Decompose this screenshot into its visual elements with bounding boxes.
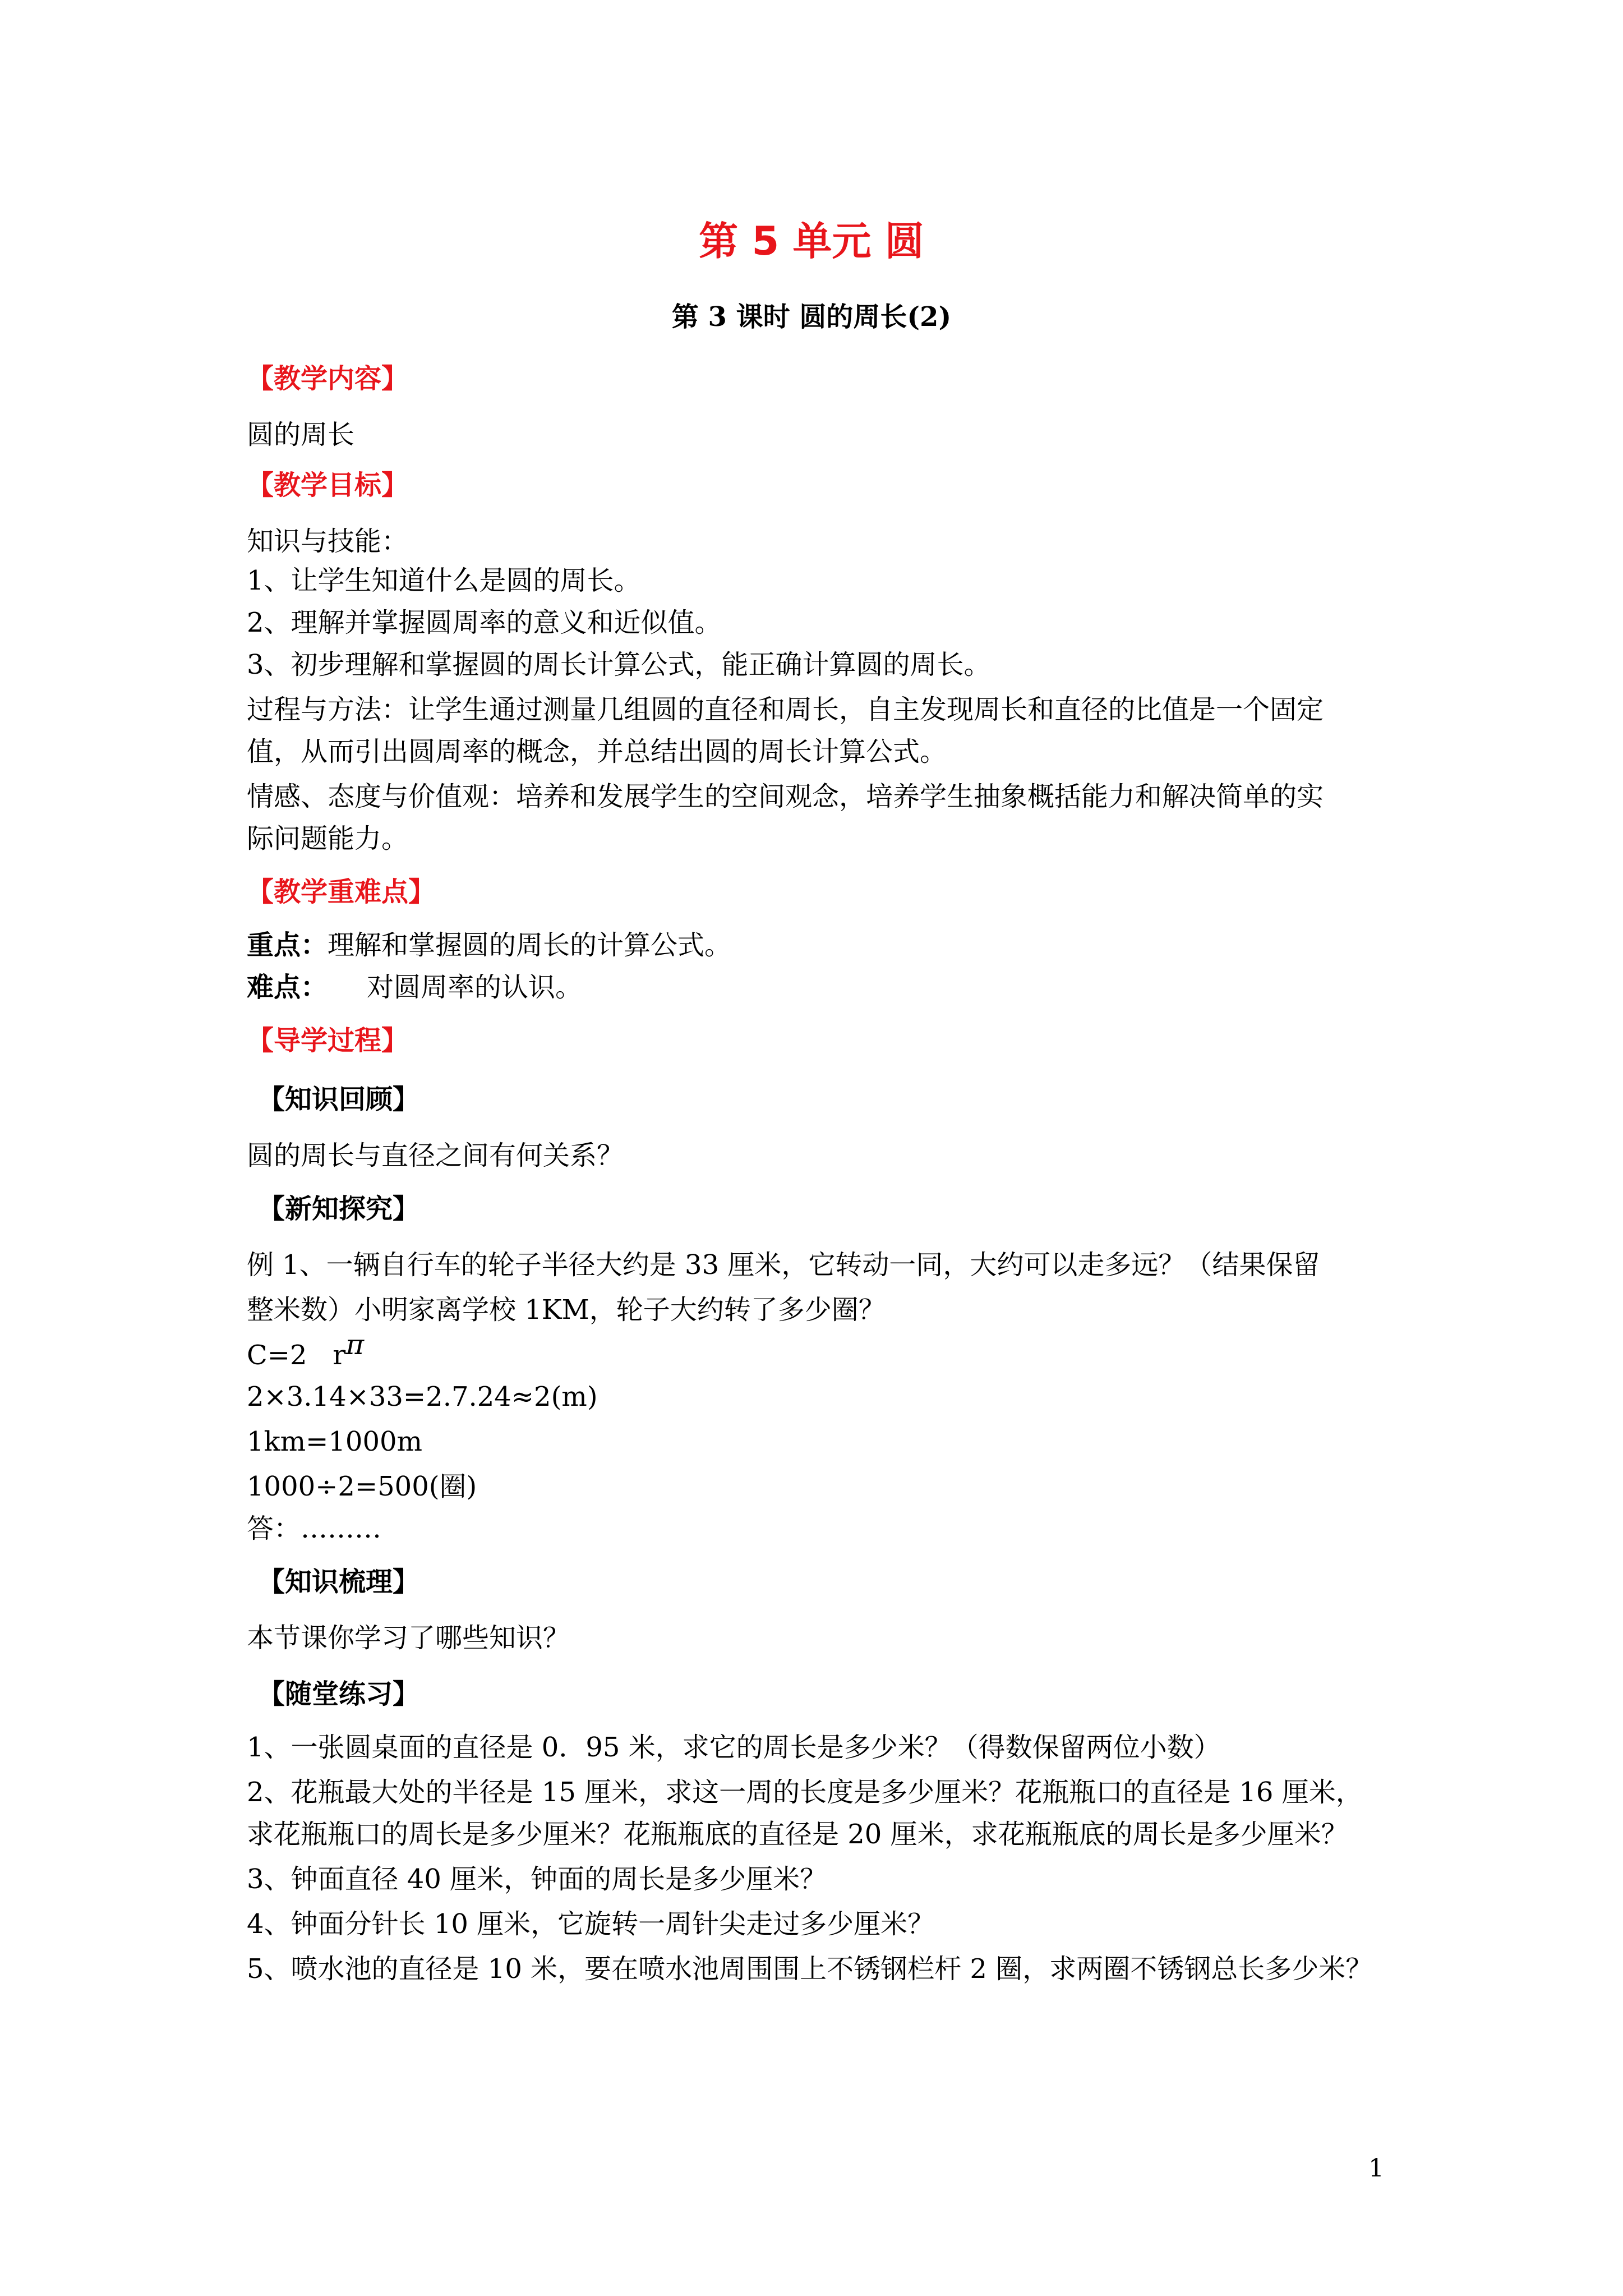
answer-line: 答：………	[247, 1513, 382, 1544]
difficult-label: 难点：	[247, 972, 328, 1003]
review-text: 圆的周长与直径之间有何关系？	[247, 1140, 624, 1171]
summary-text: 本节课你学习了哪些知识？	[247, 1622, 570, 1654]
formula-line	[247, 1328, 365, 1372]
difficult-point-line	[247, 970, 582, 1004]
subsection-explore: 【新知探究】	[258, 1193, 420, 1225]
page-number: 1	[1368, 2154, 1384, 2183]
subsection-review: 【知识回顾】	[258, 1084, 420, 1115]
section-header-goals: 【教学目标】	[247, 470, 409, 501]
practice-item: 1、一张圆桌面的直径是 0．95 米，求它的周长是多少米？（得数保留两位小数）	[247, 1732, 1221, 1763]
difficult-text: 对圆周率的认识。	[367, 972, 583, 1003]
section-header-key-points: 【教学重难点】	[247, 876, 436, 908]
goal-line: 3、初步理解和掌握圆的周长计算公式，能正确计算圆的周长。	[247, 649, 991, 680]
calc-line: 2×3.14×33=2.7.24≈2(m)	[247, 1381, 598, 1412]
subsection-summary: 【知识梳理】	[258, 1566, 420, 1598]
goal-line: 际问题能力。	[247, 823, 409, 854]
formula-c: C=2 r	[247, 1340, 346, 1371]
example-line: 例 1、一辆自行车的轮子半径大约是 33 厘米，它转动一同，大约可以走多远？（结果保留	[247, 1249, 1320, 1281]
key-label: 重点：	[247, 930, 328, 961]
goal-line: 1、让学生知道什么是圆的周长。	[247, 565, 641, 596]
subsection-practice: 【随堂练习】	[258, 1678, 420, 1710]
calc-line: 1000÷2=500(圈)	[247, 1471, 477, 1502]
pi-symbol: π	[345, 1328, 365, 1361]
section-header-content: 【教学内容】	[247, 363, 409, 394]
goal-line: 过程与方法：让学生通过测量几组圆的直径和周长，自主发现周长和直径的比值是一个固定	[247, 694, 1324, 725]
goal-line: 情感、态度与价值观：培养和发展学生的空间观念，培养学生抽象概括能力和解决简单的实	[247, 781, 1324, 812]
lesson-subtitle: 第 3 课时 圆的周长(2)	[671, 301, 952, 333]
practice-item: 2、花瓶最大处的半径是 15 厘米，求这一周的长度是多少厘米？花瓶瓶口的直径是 16 厘米，	[247, 1777, 1363, 1808]
practice-item: 4、钟面分针长 10 厘米，它旋转一周针尖走过多少厘米？	[247, 1908, 935, 1940]
calc-line: 1km=1000m	[247, 1426, 423, 1457]
goal-line: 2、理解并掌握圆周率的意义和近似值。	[247, 607, 722, 638]
goal-line: 知识与技能：	[247, 526, 409, 557]
section-header-process: 【导学过程】	[247, 1025, 409, 1056]
practice-item: 5、喷水池的直径是 10 米，要在喷水池周围围上不锈钢栏杆 2 圈，求两圈不锈钢总长多少米？	[247, 1953, 1373, 1985]
content-text: 圆的周长	[247, 419, 355, 450]
example-line: 整米数）小明家离学校 1KM，轮子大约转了多少圈？	[247, 1294, 886, 1326]
practice-item: 3、钟面直径 40 厘米，钟面的周长是多少厘米？	[247, 1864, 827, 1895]
page-title: 第 5 单元 圆	[699, 218, 924, 264]
goal-line: 值，从而引出圆周率的概念，并总结出圆的周长计算公式。	[247, 736, 947, 767]
practice-item: 求花瓶瓶口的周长是多少厘米？花瓶瓶底的直径是 20 厘米，求花瓶瓶底的周长是多少厘米？	[247, 1819, 1348, 1850]
key-text: 理解和掌握圆的周长的计算公式。	[328, 930, 732, 961]
key-point-line	[247, 928, 731, 962]
